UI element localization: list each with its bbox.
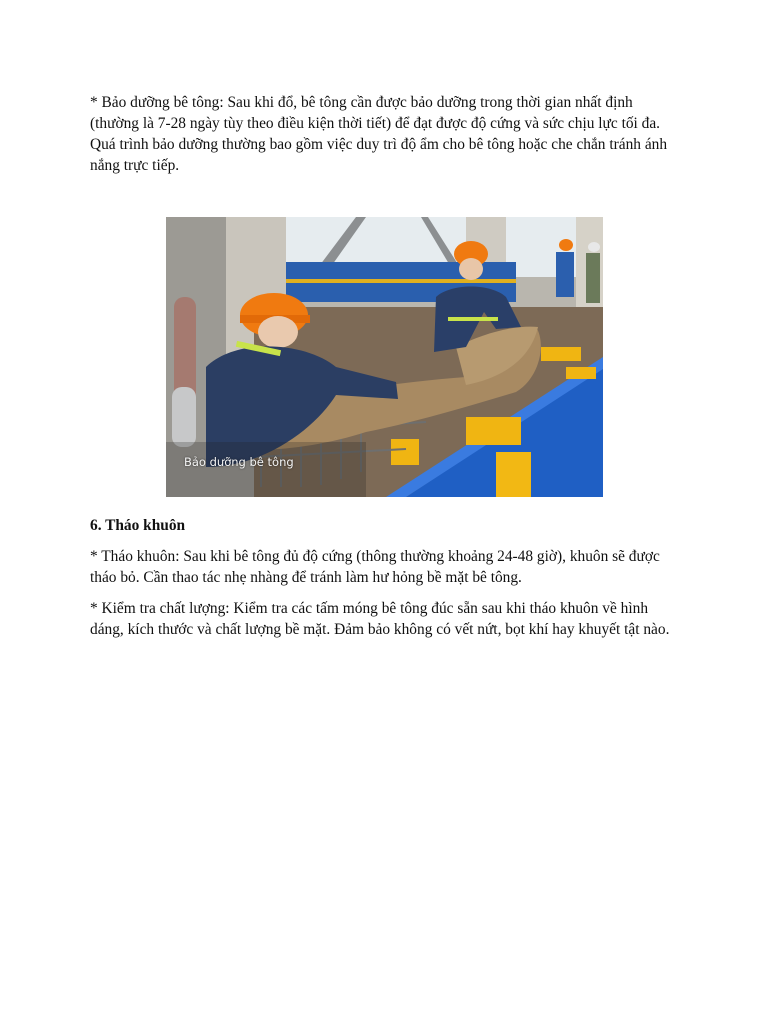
paragraph-quality-check: * Kiểm tra chất lượng: Kiểm tra các tấm móng bê tông đúc sẵn sau khi tháo khuôn về hình dáng, kích thước và chất lượng bề mặt. Đảm bảo không có vết nứt, bọt khí hay khuyết tật nào.: [90, 600, 670, 638]
paragraph-curing: * Bảo dưỡng bê tông: Sau khi đổ, bê tông cần được bảo dưỡng trong thời gian nhất định (thường là 7-28 ngày tùy theo điều kiện thời tiết) để đạt được độ cứng và sức chịu lực tối đa. Quá trình bảo dưỡng thường bao gồm việc duy trì độ ẩm cho bê tông hoặc che chắn tránh ánh nắng trực tiếp.: [90, 94, 668, 174]
curing-photo: [166, 217, 603, 497]
photo-caption: Bảo dưỡng bê tông: [184, 455, 294, 469]
document-page: [90, 92, 680, 640]
paragraph-demolding: * Tháo khuôn: Sau khi bê tông đủ độ cứng (thông thường khoảng 24-48 giờ), khuôn sẽ được tháo bỏ. Cần thao tác nhẹ nhàng để tránh làm hư hỏng bề mặt bê tông.: [90, 548, 660, 586]
section-heading: 6. Tháo khuôn: [90, 517, 186, 534]
